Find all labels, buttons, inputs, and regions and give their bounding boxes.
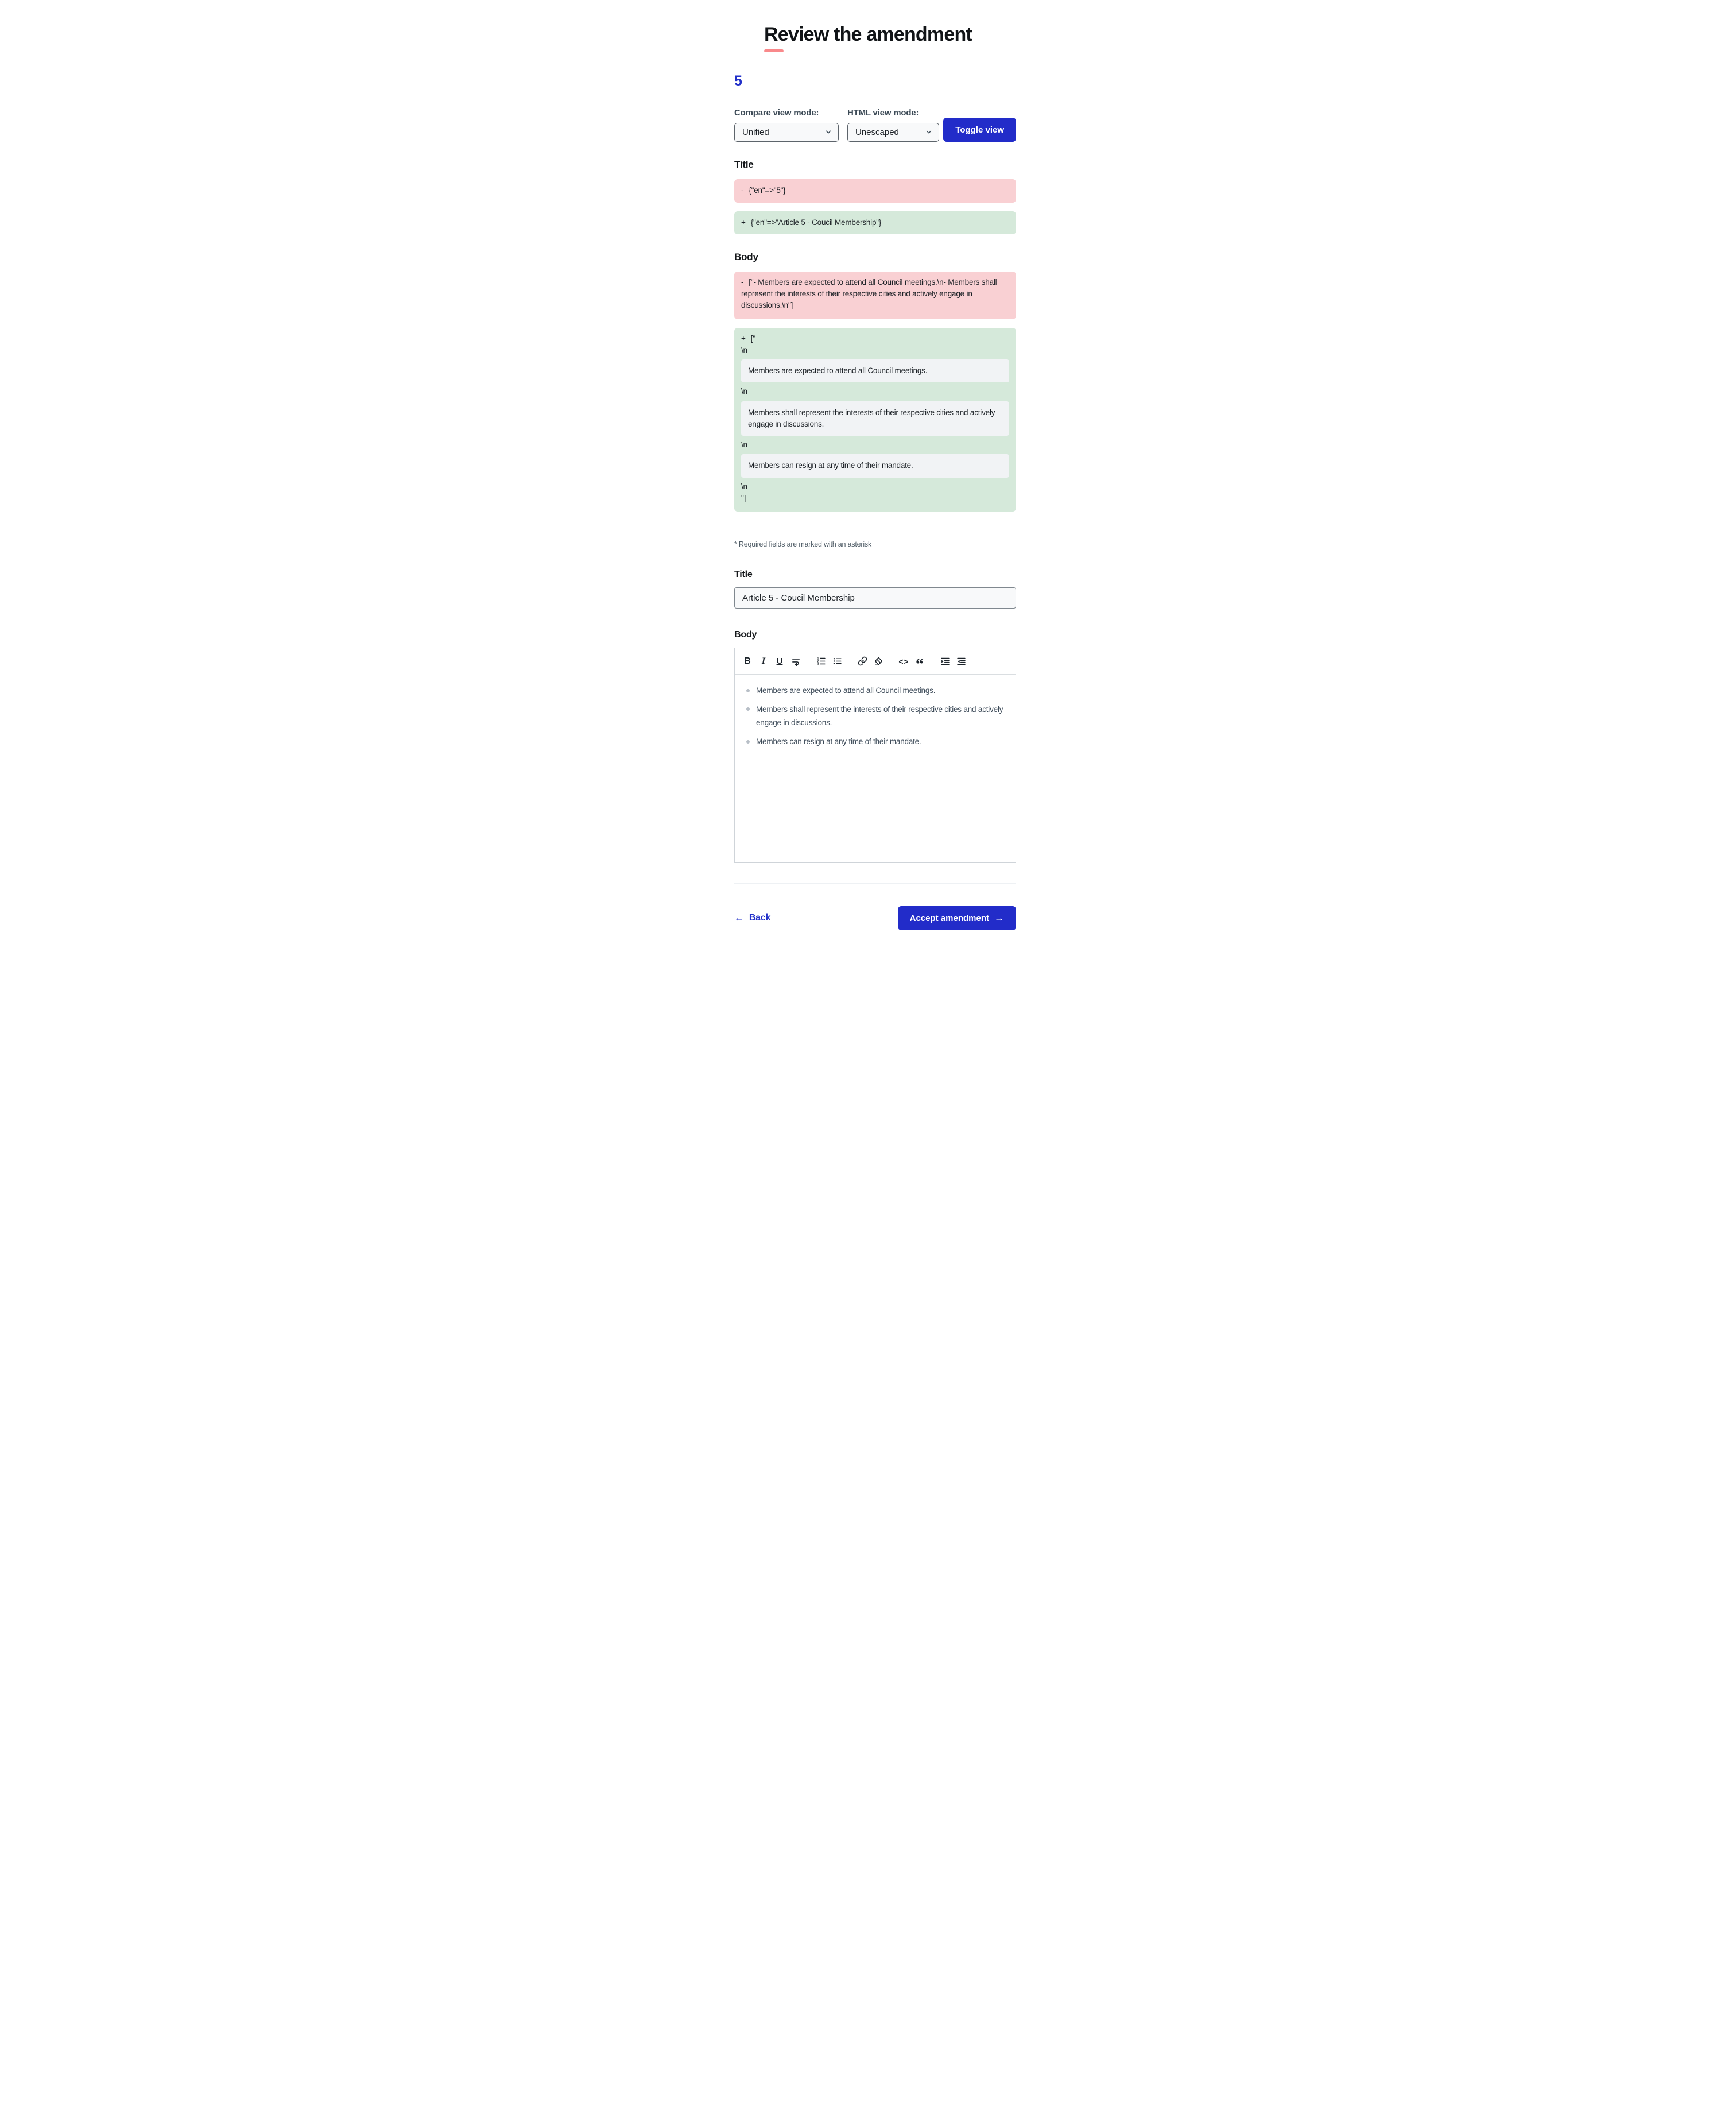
footer-actions-row — [734, 906, 1016, 930]
accept-amendment-label: Accept amendment — [909, 913, 989, 923]
link-icon — [858, 656, 867, 666]
minus-sign: - — [741, 277, 744, 286]
line-break-button[interactable] — [788, 653, 804, 669]
toggle-view-button[interactable]: Toggle view — [943, 118, 1016, 142]
underline-icon: U — [776, 656, 783, 667]
back-link-label: Back — [749, 913, 771, 923]
bold-icon: B — [744, 656, 751, 666]
newline-token: \n — [741, 440, 747, 450]
bullet-list-icon — [832, 656, 842, 666]
indent-button[interactable] — [937, 653, 953, 669]
editor-toolbar — [735, 648, 1016, 675]
back-arrow-icon: ← — [734, 912, 744, 924]
title-diff-added-row — [734, 211, 1016, 234]
added-paragraph-text: Members shall represent the interests of their respective cities and actively engage in discussions. — [748, 408, 995, 428]
added-paragraph-text: Members are expected to attend all Council meetings. — [748, 366, 928, 375]
svg-text:3: 3 — [816, 663, 819, 667]
blockquote-button[interactable] — [912, 653, 928, 674]
italic-icon: I — [761, 656, 766, 666]
title-field-label: Title — [734, 570, 753, 580]
eraser-icon — [874, 656, 884, 666]
added-paragraph-box — [741, 359, 1009, 382]
diff-title-section-heading: Title — [734, 159, 754, 171]
code-icon: <> — [898, 656, 909, 666]
added-paragraph-box — [741, 401, 1009, 436]
back-link[interactable] — [734, 912, 770, 924]
editor-list-item: Members are expected to attend all Council meetings. — [746, 684, 1008, 698]
html-view-group — [847, 108, 939, 142]
page-header — [505, 24, 1231, 52]
plus-sign: + — [741, 334, 746, 343]
forward-arrow-icon: → — [994, 912, 1004, 924]
outdent-button[interactable] — [953, 653, 969, 669]
compare-view-select-wrap — [734, 123, 839, 142]
html-view-label: HTML view mode: — [847, 108, 919, 118]
body-diff-added-block — [734, 328, 1016, 512]
editor-content-area[interactable] — [735, 675, 1016, 862]
remove-format-button[interactable] — [870, 653, 886, 669]
required-fields-note: * Required fields are marked with an asterisk — [734, 540, 872, 549]
svg-text:1: 1 — [816, 657, 819, 661]
underline-button[interactable] — [772, 653, 788, 669]
outdent-icon — [956, 656, 966, 666]
page-title: Review the amendment — [764, 24, 972, 45]
editor-list-item: Members shall represent the interests of their respective cities and actively engage in discussions. — [746, 703, 1008, 730]
ordered-list-button[interactable] — [813, 653, 829, 669]
rich-text-editor — [734, 648, 1016, 863]
newline-token: \n — [741, 345, 747, 354]
added-close-bracket: "] — [741, 493, 746, 502]
plus-sign: + — [741, 218, 746, 227]
title-removed-text: {"en"=>"5"} — [749, 186, 786, 195]
title-added-text: {"en"=>"Article 5 - Coucil Membership"} — [750, 218, 882, 227]
added-paragraph-box — [741, 454, 1009, 477]
quote-icon: “ — [916, 656, 924, 674]
bold-button[interactable] — [739, 653, 755, 669]
link-group — [854, 653, 886, 669]
title-input[interactable] — [734, 587, 1016, 609]
body-field-label: Body — [734, 630, 757, 640]
body-removed-text: ["- Members are expected to attend all Council meetings.\n- Members shall represent the interests of their respective cities and actively engage in discussions.\n"] — [741, 277, 999, 310]
editor-bullet-list — [746, 684, 1008, 749]
main-content — [734, 73, 1016, 930]
diff-body-section-heading: Body — [734, 251, 758, 262]
heading-accent-underline — [764, 49, 784, 52]
html-view-select[interactable] — [847, 123, 939, 142]
editor-list-item: Members can resign at any time of their mandate. — [746, 735, 1008, 749]
text-style-group — [739, 653, 804, 669]
added-open-line — [741, 333, 1009, 344]
added-open-bracket: [" — [750, 334, 755, 343]
compare-view-group — [734, 108, 839, 142]
svg-text:2: 2 — [816, 660, 819, 664]
minus-sign: - — [741, 186, 744, 195]
italic-button[interactable] — [755, 653, 772, 669]
accept-amendment-button[interactable] — [898, 906, 1016, 930]
review-amendment-page — [505, 24, 1231, 939]
compare-view-label: Compare view mode: — [734, 108, 819, 118]
newline-token: \n — [741, 387, 747, 396]
code-quote-group — [896, 653, 928, 674]
newline-token: \n — [741, 482, 747, 491]
wrap-text-icon — [791, 656, 801, 666]
footer-divider — [734, 883, 1016, 884]
bullet-list-button[interactable] — [829, 653, 845, 669]
title-diff-removed-row — [734, 179, 1016, 202]
amendment-number: 5 — [734, 73, 742, 90]
ordered-list-icon — [816, 656, 826, 666]
list-group — [813, 653, 845, 669]
code-button[interactable] — [896, 653, 912, 669]
page-header-inner — [764, 24, 972, 52]
link-button[interactable] — [854, 653, 870, 669]
added-paragraph-text: Members can resign at any time of their mandate. — [748, 461, 913, 470]
html-view-select-wrap — [847, 123, 939, 142]
indent-group — [937, 653, 969, 669]
compare-view-select[interactable] — [734, 123, 839, 142]
body-diff-removed-block — [734, 272, 1016, 319]
view-controls-row — [734, 108, 1016, 142]
indent-icon — [940, 656, 950, 666]
